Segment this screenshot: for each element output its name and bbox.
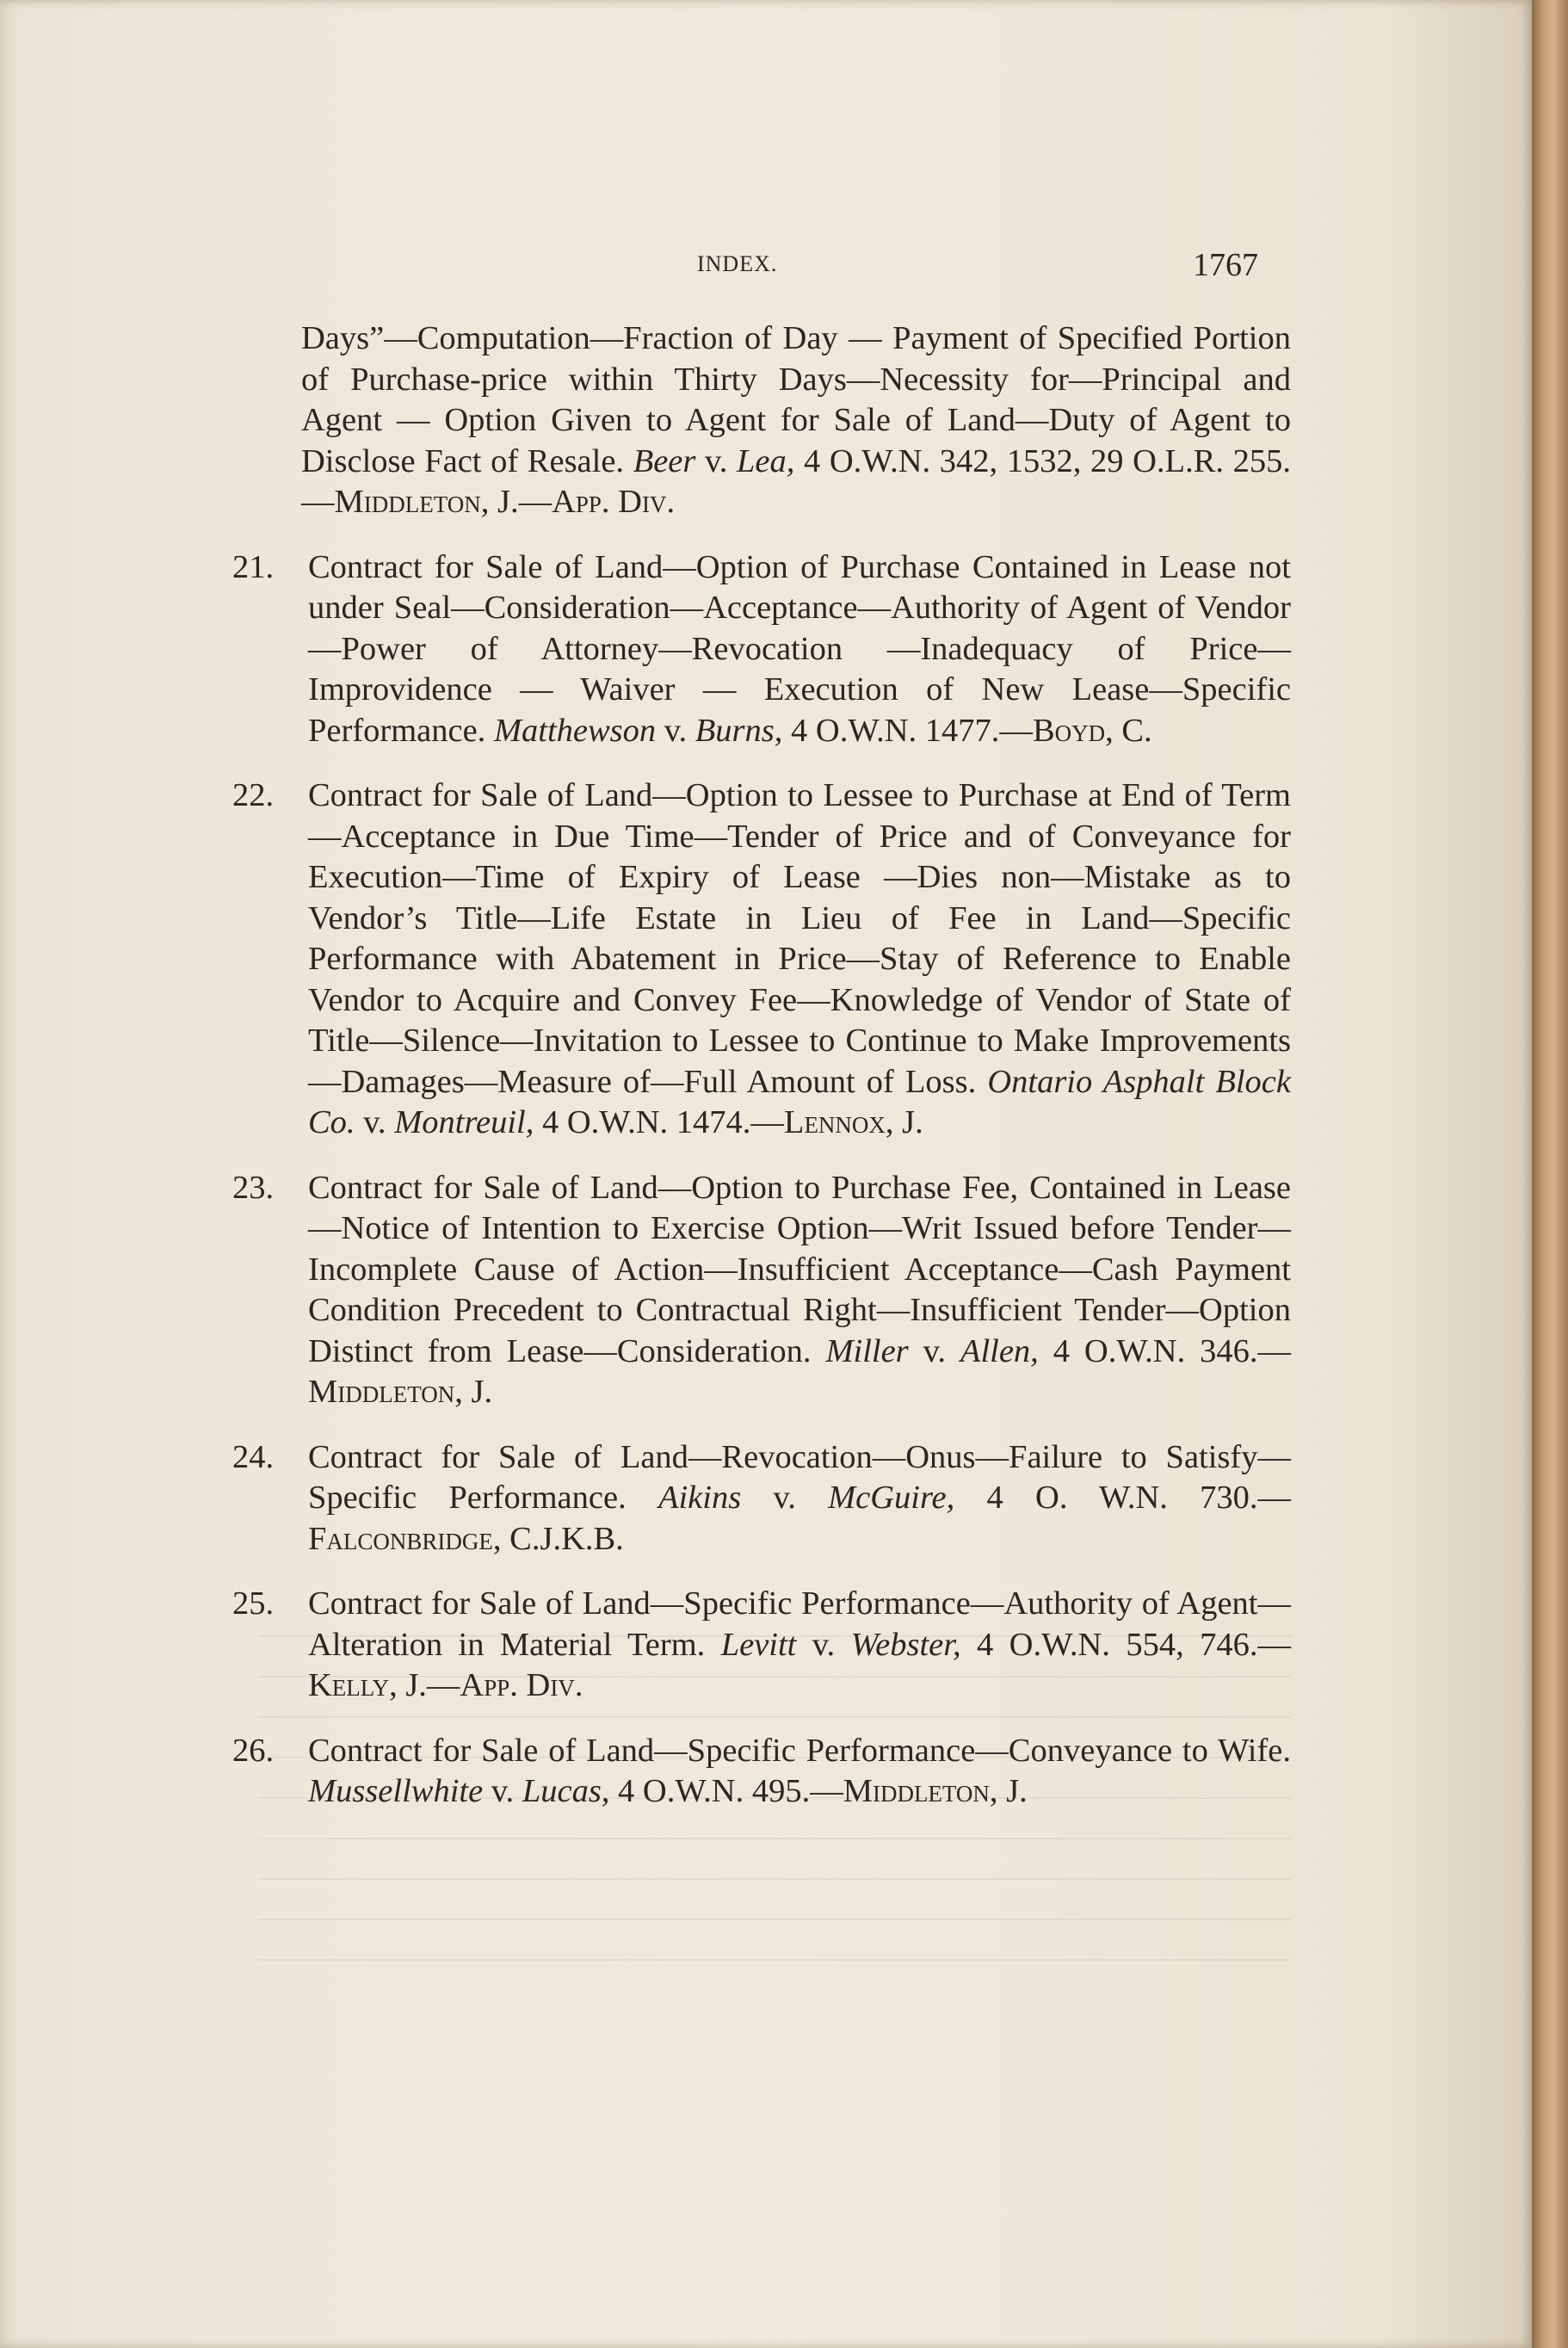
- case-party-2: Montreuil,: [394, 1104, 534, 1140]
- index-entry-21: 21. Contract for Sale of Land—Option of Purchase Contained in Lease not under Seal—Consideration—Acceptance—Authority of Agent of Vendor—Power of Attorney—Revocation —Inadequacy of Price—Improvidence — Waiver — Execution of New Lease—Specific Performance. Matthewson v. Burns, 4 O.W.N. 1477.—Boyd, C.: [232, 548, 1291, 749]
- judge: Middleton, J.: [308, 1374, 493, 1410]
- case-party-1: Levitt: [720, 1626, 797, 1663]
- continued-entry: Days”—Computation—Fraction of Day — Payment of Specified Portion of Purchase-price within Thirty Days—Necessity for—Principal and Agent — Option Given to Agent for Sale of Land—Duty of Agent to Disclose Fact of Resale. Beer v. Lea, 4 O.W.N. 342, 1532, 29 O.L.R. 255.—Middleton, J.—App. Div.: [301, 320, 1292, 520]
- entry-number: 21.: [232, 548, 275, 585]
- case-party-1: Beer: [633, 442, 696, 479]
- index-entry-25: 25. Contract for Sale of Land—Specific Performance—Authority of Agent—Alteration in Material Term. Levitt v. Webster, 4 O.W.N. 554, 746.—Kelly, J.—App. Div.: [232, 1585, 1292, 1703]
- entry-number: 24.: [232, 1438, 275, 1475]
- case-party-2: Lea,: [737, 442, 795, 479]
- index-body: [232, 318, 1291, 1837]
- case-party-1: Aikins: [657, 1480, 742, 1516]
- case-party-1: Matthewson: [493, 712, 657, 749]
- index-entry-23: 23. Contract for Sale of Land—Option to Purchase Fee, Contained in Lease—Notice of Intention to Exercise Option—Writ Issued before Tender—Incomplete Cause of Action—Insufficient Acceptance—Cash Payment Condition Precedent to Contractual Right—Insufficient Tender—Option Distinct from Lease—Consideration. Miller v. Allen, 4 O.W.N. 346.—Middleton, J.: [232, 1169, 1292, 1410]
- entry-number: 22.: [232, 777, 275, 813]
- report-reference: 4 O.W.N. 1474.—: [534, 1104, 784, 1140]
- case-party-1: Mussellwhite: [308, 1773, 484, 1809]
- entry-number: 26.: [232, 1732, 275, 1769]
- report-reference: 4 O.W.N. 342, 1532, 29 O.L.R. 255.—: [301, 442, 1292, 520]
- case-party-2: McGuire,: [828, 1480, 955, 1516]
- page-number: 1767: [1193, 247, 1258, 283]
- index-entry-22: 22. Contract for Sale of Land—Option to Lessee to Purchase at End of Term—Acceptance in Due Time—Tender of Price and of Conveyance for Execution—Time of Expiry of Lease —Dies non—Mistake as to Vendor’s Title—Life Estate in Lieu of Fee in Land—Specific Performance with Abatement in Price—Stay of Reference to Enable Vendor to Acquire and Convey Fee—Knowledge of Vendor of State of Title—Silence—Invitation to Lessee to Continue to Make Improvements—Damages—Measure of—Full Amount of Loss. Ontario Asphalt Block Co. v. Montreuil, 4 O.W.N. 1474.—Lennox, J.: [232, 777, 1291, 1140]
- case-party-2: Burns,: [694, 712, 783, 749]
- judge: Middleton, J.: [843, 1773, 1028, 1809]
- judge: Lennox, J.: [783, 1104, 923, 1140]
- report-reference: 4 O.W.N. 554, 746.—: [960, 1626, 1292, 1663]
- judge: Kelly, J.—App. Div.: [308, 1667, 583, 1703]
- judge: Middleton, J.—App. Div.: [334, 484, 676, 520]
- judge: Falconbridge, C.J.K.B.: [308, 1520, 624, 1557]
- report-reference: 4 O. W.N. 730.—: [954, 1480, 1291, 1516]
- report-reference: 4 O.W.N. 1477.—: [782, 712, 1033, 749]
- judge: Boyd, C.: [1032, 712, 1152, 749]
- case-party-2: Webster,: [850, 1626, 961, 1663]
- case-party-2: Allen,: [960, 1332, 1039, 1369]
- entry-number: 23.: [232, 1169, 275, 1206]
- index-entry-24: 24. Contract for Sale of Land—Revocation—Onus—Failure to Satisfy—Specific Performance. Aikins v. McGuire, 4 O. W.N. 730.—Falconbridge, C.J.K.B.: [232, 1438, 1291, 1557]
- report-reference: 4 O.W.N. 346.—: [1038, 1332, 1292, 1369]
- case-party-1: Ontario Asphalt Block Co.: [308, 1063, 1291, 1140]
- book-edge: [1532, 0, 1568, 2348]
- entry-number: 25.: [232, 1585, 275, 1622]
- report-reference: 4 O.W.N. 495.—: [609, 1773, 843, 1809]
- case-party-2: Lucas,: [522, 1773, 610, 1809]
- page-header: [0, 246, 1532, 289]
- index-entry-26: 26. Contract for Sale of Land—Specific Performance—Conveyance to Wife. Mussellwhite v. Lucas, 4 O.W.N. 495.—Middleton, J.: [232, 1732, 1291, 1809]
- case-party-1: Miller: [825, 1332, 909, 1369]
- running-head: INDEX.: [697, 251, 778, 276]
